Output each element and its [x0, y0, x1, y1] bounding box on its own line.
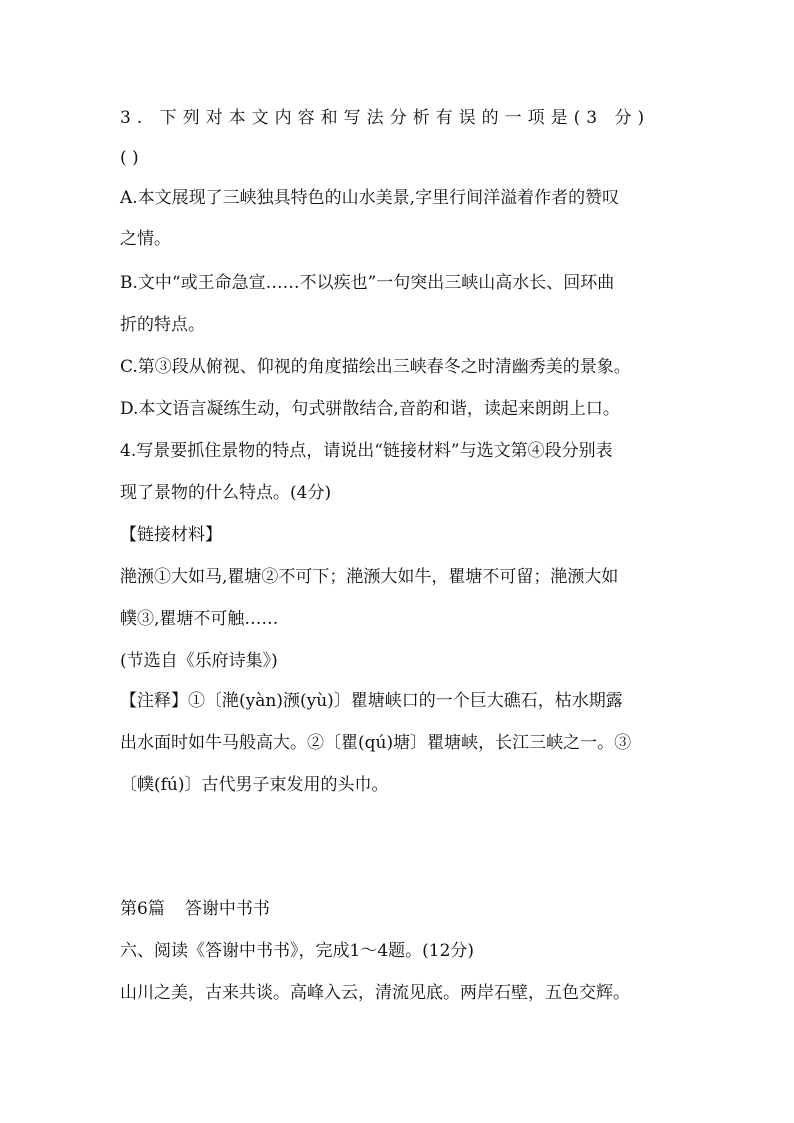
- section-heading: [120, 897, 270, 921]
- option-a-line-1: A.本文展现了三峡独具特色的山水美景,字里行间洋溢着作者的赞叹: [120, 188, 620, 208]
- option-d: D.本文语言凝练生动，句式骈散结合,音韵和谐，读起来朗朗上口。: [120, 399, 620, 419]
- section-label: 第6篇: [120, 899, 165, 919]
- note-line-1: 【注释】①〔滟(yàn)滪(yù)〕瞿塘峡口的一个巨大礁石，枯水期露: [120, 691, 623, 711]
- question-4-line-1: 4.写景要抓住景物的特点，请说出“链接材料”与选文第④段分别表: [120, 441, 613, 461]
- source-citation: (节选自《乐府诗集》): [120, 651, 278, 671]
- answer-parentheses: ( ): [120, 148, 139, 168]
- note-line-3: 〔幞(fú)〕古代男子束发用的头巾。: [120, 775, 389, 795]
- question-4-line-2: 现了景物的什么特点。(4分): [120, 483, 332, 503]
- note-line-2: 出水面时如牛马般高大。②〔瞿(qú)塘〕瞿塘峡，长江三峡之一。③: [120, 733, 632, 753]
- option-b-line-2: 折的特点。: [120, 315, 205, 335]
- option-c: C.第③段从俯视、仰视的角度描绘出三峡春冬之时清幽秀美的景象。: [120, 357, 631, 377]
- link-material-title: 【链接材料】: [120, 525, 222, 545]
- question-6-intro: 六、阅读《答谢中书书》，完成1～4题。(12分): [120, 941, 475, 961]
- passage-line-1: 山川之美，古来共谈。高峰入云，清流见底。两岸石壁，五色交辉。: [120, 983, 630, 1003]
- section-title: 答谢中书书: [184, 899, 270, 919]
- link-material-line-1: 滟滪①大如马,瞿塘②不可下；滟滪大如牛，瞿塘不可留；滟滪大如: [120, 567, 619, 587]
- option-a-line-2: 之情。: [120, 229, 171, 249]
- link-material-line-2: 幞③,瞿塘不可触……: [120, 609, 279, 629]
- question-3-title: 3. 下列对本文内容和写法分析有误的一项是(3 分): [120, 108, 651, 128]
- option-b-line-1: B.文中“或王命急宣……不以疾也”一句突出三峡山高水长、回环曲: [120, 273, 615, 293]
